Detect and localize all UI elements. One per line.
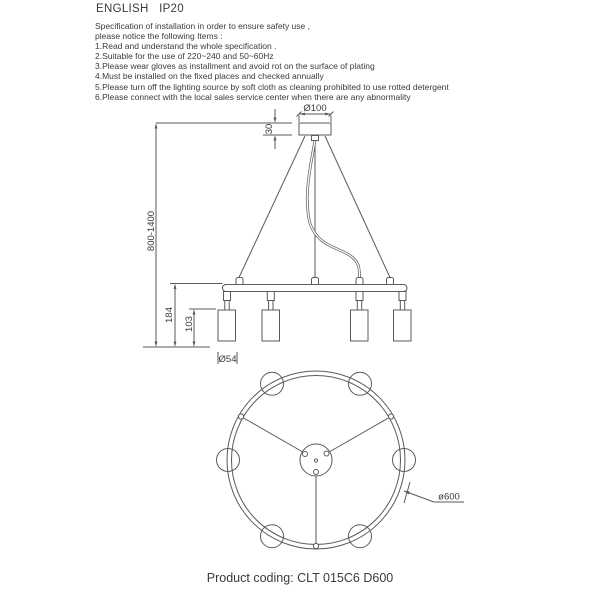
lamp-shades-side [218,310,411,341]
canopy-cable-gland [312,136,319,141]
spec-line: 2.Suitable for the use of 220~240 and 50~60Hz [95,51,274,62]
dim-suspension-height: 800-1400 [146,210,157,252]
dim-shade-height-group [184,309,216,347]
spec-text-block [95,21,449,102]
top-view [217,371,465,549]
spec-line: please notice the following Items : [95,31,223,42]
spec-line: 5.Please turn off the lighting source by soft cloth as cleaning prohibited to use rotted detergent [95,81,449,92]
dim-shade-diameter-group [218,352,237,365]
dim-shade-diameter: Ø54 [218,354,237,365]
spec-line: 1.Read and understand the whole specification . [95,41,277,52]
spec-line: Specification of installation in order to ensure safety use , [95,21,310,31]
spec-line: 4.Must be installed on the fixed places and checked annually [95,71,324,82]
dim-fixture-drop-group [164,284,223,348]
dim-fixture-drop: 184 [164,307,175,323]
lamp-stems [224,292,407,311]
spec-line: 3.Please wear gloves as installment and avoid rot on the surface of plating [95,61,375,72]
side-view [143,103,411,365]
dim-shade-height: 103 [184,316,195,332]
canopy-side [299,123,331,135]
dim-ring-diameter-group [404,482,464,503]
spec-line: 6.Please connect with the local sales service center when there are any abnormality [95,91,411,102]
technical-drawing [0,100,600,570]
page-title: ENGLISH IP20 [96,3,184,15]
product-coding: Product coding: CLT 015C6 D600 [206,571,394,585]
dim-ring-diameter: ø600 [438,491,460,503]
dim-canopy-diameter: Ø100 [303,103,327,114]
ring-bar-side [223,285,408,292]
suspension-wires [239,136,390,278]
dim-canopy-diameter-group [297,103,334,122]
canopy-top [300,444,332,476]
dim-canopy-height-group [263,109,292,149]
dim-canopy-height: 30 [264,123,275,135]
